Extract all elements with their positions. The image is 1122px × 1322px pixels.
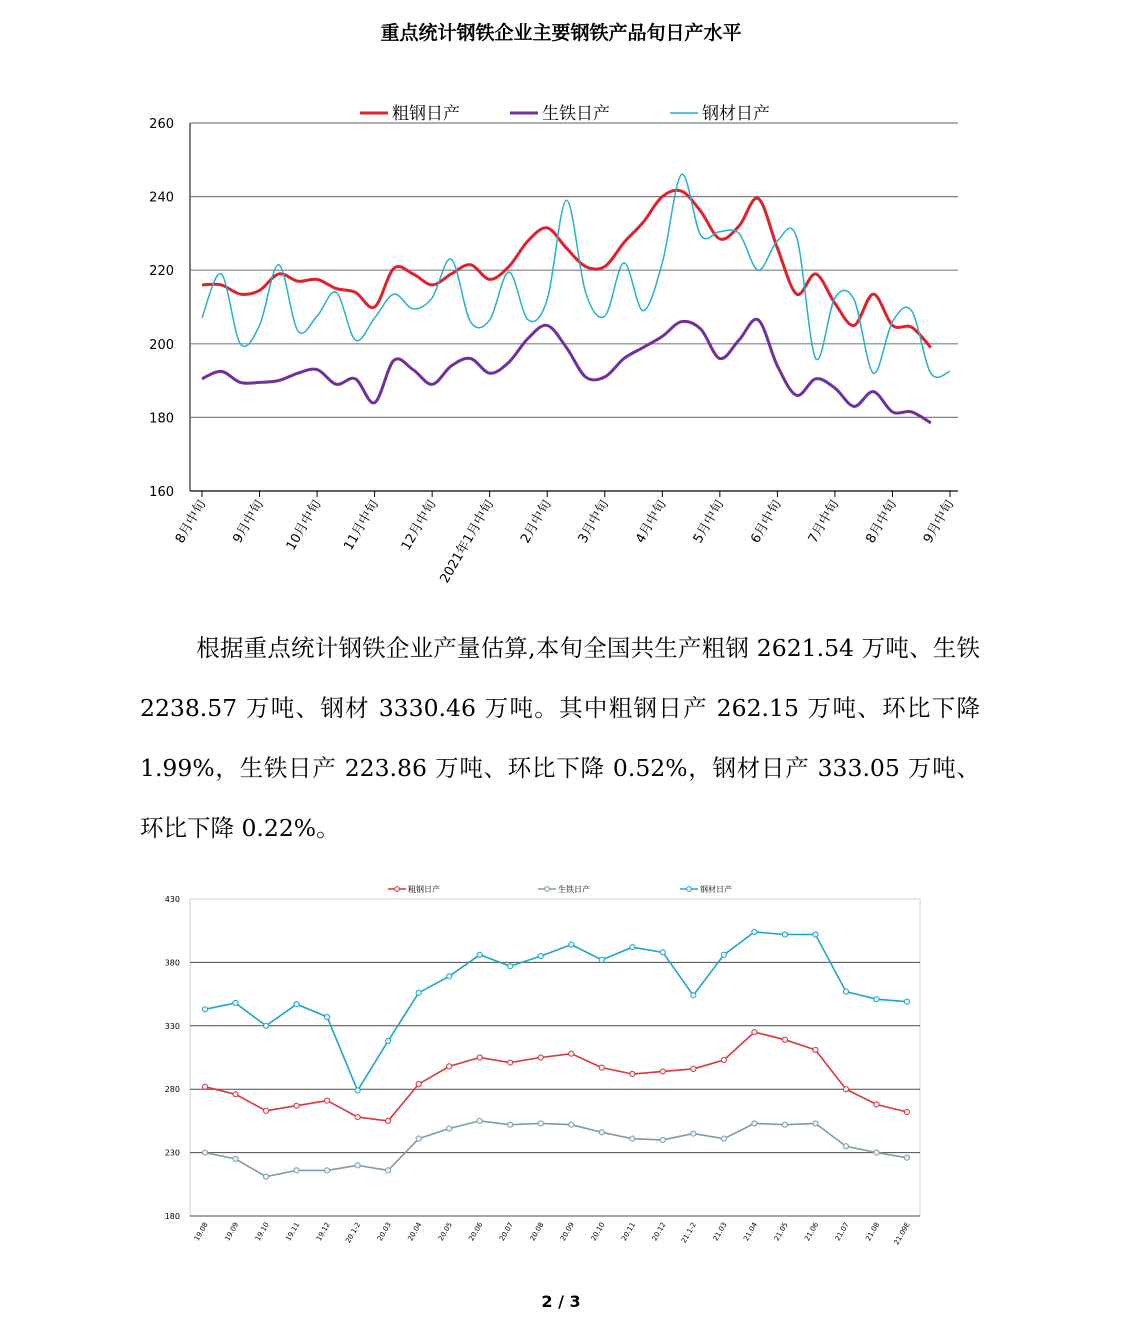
data-point	[721, 1136, 726, 1141]
legend-marker	[545, 887, 550, 892]
data-point	[721, 952, 726, 957]
y-tick-label: 230	[164, 1148, 180, 1158]
data-point	[355, 1088, 360, 1093]
x-tick-label: 12月中旬	[398, 497, 440, 554]
x-tick-label: 21.04	[742, 1221, 760, 1243]
x-tick-label: 20.12	[650, 1221, 668, 1243]
data-point	[813, 1121, 818, 1126]
x-tick-label: 2月中旬	[518, 497, 555, 546]
x-tick-label: 20.11	[620, 1221, 638, 1243]
legend-label: 钢材日产	[700, 885, 732, 894]
x-tick-label: 19.10	[253, 1221, 271, 1243]
y-tick-label: 280	[164, 1085, 180, 1095]
data-point	[630, 1136, 635, 1141]
data-point	[477, 1118, 482, 1123]
data-point	[263, 1174, 268, 1179]
legend-label: 粗钢日产	[408, 885, 440, 894]
data-point	[630, 945, 635, 950]
data-point	[294, 1168, 299, 1173]
x-tick-label: 19.11	[284, 1221, 302, 1243]
legend-label: 生铁日产	[558, 885, 590, 894]
summary-paragraph	[140, 618, 980, 858]
data-point	[599, 957, 604, 962]
data-point	[569, 1122, 574, 1127]
x-tick-label: 20.04	[406, 1221, 424, 1243]
data-point	[447, 1064, 452, 1069]
data-point	[447, 1126, 452, 1131]
data-point	[324, 1014, 329, 1019]
data-point	[874, 997, 879, 1002]
data-point	[569, 1051, 574, 1056]
data-point	[294, 1103, 299, 1108]
data-point	[691, 993, 696, 998]
y-tick-label: 240	[149, 190, 174, 206]
data-point	[813, 1047, 818, 1052]
legend-marker	[687, 887, 692, 892]
data-point	[263, 1023, 268, 1028]
series-line-2	[202, 319, 931, 423]
y-tick-label: 180	[164, 1212, 180, 1221]
data-point	[538, 1121, 543, 1126]
page-number: 2 / 3	[541, 1292, 581, 1311]
x-tick-label: 4月中旬	[633, 497, 670, 546]
data-point	[904, 999, 909, 1004]
data-point	[233, 1156, 238, 1161]
x-tick-label: 10月中旬	[283, 497, 325, 554]
data-point	[782, 1122, 787, 1127]
data-point	[202, 1150, 207, 1155]
page-title: 重点统计钢铁企业主要钢铁产品旬日产水平	[380, 22, 742, 44]
x-tick-label: 6月中旬	[748, 497, 785, 546]
x-tick-label: 2021年1月中旬	[437, 497, 498, 586]
data-point	[416, 990, 421, 995]
x-tick-label: 21.08	[864, 1221, 882, 1243]
x-tick-label: 21.05	[772, 1221, 790, 1243]
data-point	[843, 1144, 848, 1149]
y-tick-label: 380	[164, 958, 180, 968]
x-tick-label: 3月中旬	[575, 497, 613, 546]
data-point	[660, 1137, 665, 1142]
y-tick-label: 160	[149, 485, 174, 500]
data-point	[386, 1038, 391, 1043]
data-point	[386, 1118, 391, 1123]
data-point	[477, 952, 482, 957]
series-line-3	[205, 932, 907, 1091]
data-point	[843, 989, 848, 994]
x-tick-label: 19.12	[314, 1221, 332, 1243]
chart-daily-output-tendays	[130, 90, 970, 590]
data-point	[782, 1037, 787, 1042]
data-point	[386, 1168, 391, 1173]
data-point	[843, 1087, 848, 1092]
y-tick-label: 430	[164, 895, 180, 904]
data-point	[202, 1007, 207, 1012]
data-point	[294, 1002, 299, 1007]
x-tick-label: 20.1-2	[344, 1221, 363, 1245]
data-point	[813, 932, 818, 937]
y-tick-label: 220	[149, 264, 174, 280]
x-tick-label: 21.03	[711, 1221, 729, 1243]
legend-label: 生铁日产	[542, 104, 610, 124]
x-tick-label: 20.05	[436, 1221, 454, 1243]
data-point	[691, 1066, 696, 1071]
data-point	[904, 1109, 909, 1114]
x-tick-label: 21.07	[833, 1221, 851, 1243]
data-point	[263, 1108, 268, 1113]
x-tick-label: 20.07	[497, 1221, 515, 1243]
data-point	[355, 1163, 360, 1168]
legend-marker	[395, 887, 400, 892]
x-tick-label: 19.08	[192, 1221, 210, 1243]
data-point	[630, 1071, 635, 1076]
x-tick-label: 5月中旬	[690, 497, 728, 546]
x-tick-label: 21.09E	[892, 1221, 912, 1247]
data-point	[416, 1082, 421, 1087]
data-point	[324, 1098, 329, 1103]
data-point	[324, 1168, 329, 1173]
data-point	[874, 1150, 879, 1155]
data-point	[599, 1065, 604, 1070]
x-tick-label: 11月中旬	[341, 497, 383, 554]
x-tick-label: 21.1-2	[679, 1221, 699, 1245]
x-tick-label: 8月中旬	[863, 497, 900, 546]
data-point	[752, 929, 757, 934]
series-line-2	[205, 1121, 907, 1177]
series-line-1	[205, 1032, 907, 1121]
x-tick-label: 20.06	[467, 1221, 485, 1243]
x-tick-label: 9月中旬	[920, 497, 958, 546]
y-tick-label: 200	[149, 337, 174, 353]
data-point	[752, 1030, 757, 1035]
data-point	[904, 1155, 909, 1160]
x-tick-label: 20.09	[559, 1221, 576, 1243]
data-point	[569, 942, 574, 947]
y-tick-label: 330	[164, 1021, 180, 1031]
y-tick-label: 260	[149, 117, 174, 132]
x-tick-label: 19.09	[223, 1221, 241, 1243]
x-tick-label: 7月中旬	[805, 497, 843, 546]
legend-label: 粗钢日产	[392, 104, 460, 124]
data-point	[233, 1000, 238, 1005]
data-point	[538, 953, 543, 958]
data-point	[508, 1060, 513, 1065]
y-tick-label: 180	[149, 411, 174, 427]
chart-monthly-daily-output	[160, 870, 950, 1270]
series-line-3	[202, 174, 950, 377]
summary-text: 根据重点统计钢铁企业产量估算,本旬全国共生产粗钢 2621.54 万吨、生铁 2238.57 万吨、钢材 3330.46 万吨。其中粗钢日产 262.15 万吨、环比下降 1.99%，生铁日产 223.86 万吨、环比下降 0.52%，钢材日产 333.05 万吨、环比下降 0.22%。	[140, 634, 980, 842]
data-point	[782, 932, 787, 937]
data-point	[202, 1084, 207, 1089]
data-point	[752, 1121, 757, 1126]
data-point	[874, 1102, 879, 1107]
data-point	[416, 1136, 421, 1141]
data-point	[477, 1055, 482, 1060]
data-point	[660, 1069, 665, 1074]
data-point	[691, 1131, 696, 1136]
x-tick-label: 9月中旬	[230, 497, 268, 546]
x-tick-label: 20.03	[375, 1221, 393, 1243]
data-point	[538, 1055, 543, 1060]
data-point	[599, 1130, 604, 1135]
x-tick-label: 21.06	[803, 1221, 821, 1243]
x-tick-label: 8月中旬	[172, 497, 210, 546]
legend-label: 钢材日产	[702, 104, 770, 124]
x-tick-label: 20.10	[589, 1221, 607, 1243]
data-point	[508, 1122, 513, 1127]
data-point	[233, 1092, 238, 1097]
data-point	[660, 950, 665, 955]
data-point	[447, 974, 452, 979]
data-point	[355, 1114, 360, 1119]
data-point	[508, 964, 513, 969]
x-tick-label: 20.08	[528, 1221, 546, 1243]
plot-frame	[190, 899, 920, 1216]
data-point	[721, 1057, 726, 1062]
